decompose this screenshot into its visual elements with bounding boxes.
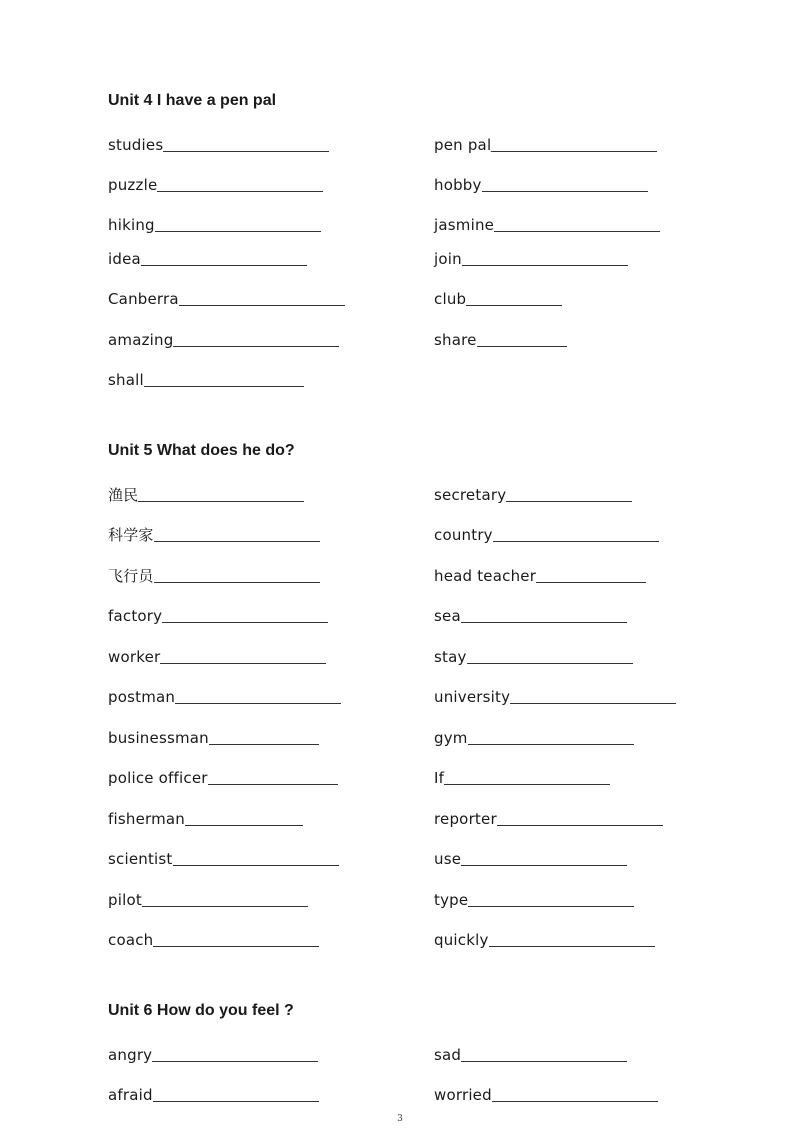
vocab-entry	[108, 248, 307, 268]
vocab-entry	[434, 134, 657, 154]
vocab-word: afraid	[108, 1086, 153, 1104]
vocab-word: studies	[108, 136, 164, 154]
vocab-row	[108, 484, 708, 508]
vocab-word: club	[434, 290, 467, 308]
answer-blank[interactable]	[208, 783, 338, 785]
vocab-word: reporter	[434, 810, 497, 828]
vocab-row	[108, 288, 708, 312]
vocab-word: worker	[108, 648, 161, 666]
vocab-word: stay	[434, 648, 467, 666]
vocab-row	[108, 889, 708, 913]
answer-blank[interactable]	[468, 743, 634, 745]
vocab-entry	[108, 1044, 318, 1064]
answer-blank[interactable]	[153, 945, 319, 947]
answer-blank[interactable]	[482, 190, 648, 192]
vocab-entry	[108, 214, 321, 234]
answer-blank[interactable]	[444, 783, 610, 785]
vocab-word: join	[434, 250, 462, 268]
vocab-entry	[108, 484, 304, 504]
answer-blank[interactable]	[494, 230, 660, 232]
vocab-entry	[108, 929, 319, 949]
vocab-entry	[434, 727, 634, 747]
vocab-row	[108, 329, 708, 353]
vocab-word: gym	[434, 729, 468, 747]
vocab-entry	[108, 808, 303, 828]
answer-blank[interactable]	[175, 702, 341, 704]
vocab-word: head teacher	[434, 567, 537, 585]
vocab-entry	[434, 686, 676, 706]
vocab-word: Canberra	[108, 290, 179, 308]
answer-blank[interactable]	[173, 345, 339, 347]
vocab-word: type	[434, 891, 469, 909]
answer-blank[interactable]	[492, 1100, 658, 1102]
vocab-word: hobby	[434, 176, 482, 194]
vocab-row	[108, 605, 708, 629]
vocab-word: factory	[108, 607, 163, 625]
answer-blank[interactable]	[157, 190, 323, 192]
answer-blank[interactable]	[138, 500, 304, 502]
vocab-row	[108, 369, 708, 393]
answer-blank[interactable]	[493, 540, 659, 542]
vocab-word: angry	[108, 1046, 153, 1064]
vocab-entry	[434, 848, 627, 868]
vocab-word: jasmine	[434, 216, 495, 234]
vocab-row	[108, 929, 708, 953]
vocab-entry	[434, 646, 633, 666]
vocab-word: scientist	[108, 850, 173, 868]
vocab-entry	[434, 1084, 658, 1104]
vocab-word: puzzle	[108, 176, 158, 194]
answer-blank[interactable]	[489, 945, 655, 947]
vocab-word: secretary	[434, 486, 507, 504]
answer-blank[interactable]	[144, 385, 304, 387]
vocab-entry	[434, 484, 632, 504]
answer-blank[interactable]	[141, 264, 307, 266]
answer-blank[interactable]	[466, 304, 562, 306]
vocab-entry	[434, 767, 610, 787]
vocab-word: 科学家	[108, 526, 154, 544]
answer-blank[interactable]	[155, 230, 321, 232]
vocab-entry	[108, 174, 323, 194]
vocab-entry	[108, 1084, 319, 1104]
vocab-row	[108, 808, 708, 832]
vocab-entry	[108, 565, 320, 585]
vocab-entry	[434, 288, 562, 308]
answer-blank[interactable]	[160, 662, 326, 664]
answer-blank[interactable]	[510, 702, 676, 704]
vocab-row	[108, 174, 708, 198]
vocab-entry	[108, 524, 320, 544]
vocab-row	[108, 248, 708, 272]
answer-blank[interactable]	[142, 905, 308, 907]
vocab-word: university	[434, 688, 511, 706]
vocab-entry	[108, 848, 339, 868]
answer-blank[interactable]	[179, 304, 345, 306]
answer-blank[interactable]	[173, 864, 339, 866]
answer-blank[interactable]	[153, 1100, 319, 1102]
vocab-entry	[108, 134, 329, 154]
vocab-entry	[108, 288, 345, 308]
vocab-row	[108, 565, 708, 589]
vocab-entry	[108, 767, 338, 787]
answer-blank[interactable]	[506, 500, 632, 502]
vocab-word: pilot	[108, 891, 142, 909]
section-title-unit-5: Unit 5 What does he do?	[108, 442, 295, 459]
vocab-word: coach	[108, 931, 154, 949]
vocab-entry	[108, 727, 319, 747]
answer-blank[interactable]	[154, 581, 320, 583]
vocab-row	[108, 1084, 708, 1108]
answer-blank[interactable]	[477, 345, 567, 347]
vocab-entry	[434, 1044, 627, 1064]
vocab-entry	[108, 646, 326, 666]
vocab-word: police officer	[108, 769, 208, 787]
section-title-unit-6: Unit 6 How do you feel ?	[108, 1002, 294, 1019]
vocab-row	[108, 646, 708, 670]
vocab-word: sea	[434, 607, 461, 625]
vocab-word: shall	[108, 371, 144, 389]
answer-blank[interactable]	[467, 662, 633, 664]
vocab-entry	[434, 929, 655, 949]
answer-blank[interactable]	[162, 621, 328, 623]
answer-blank[interactable]	[461, 621, 627, 623]
vocab-row	[108, 727, 708, 751]
vocab-entry	[108, 686, 341, 706]
vocab-row	[108, 524, 708, 548]
vocab-row	[108, 767, 708, 791]
vocab-entry	[434, 889, 634, 909]
vocab-word: sad	[434, 1046, 462, 1064]
vocab-word: country	[434, 526, 493, 544]
vocab-word: If	[434, 769, 445, 787]
vocab-word: amazing	[108, 331, 174, 349]
vocab-row	[108, 1044, 708, 1068]
answer-blank[interactable]	[497, 824, 663, 826]
answer-blank[interactable]	[154, 540, 320, 542]
vocab-word: idea	[108, 250, 141, 268]
vocab-word: worried	[434, 1086, 492, 1104]
vocab-entry	[434, 329, 567, 349]
answer-blank[interactable]	[461, 1060, 627, 1062]
vocab-word: 渔民	[108, 486, 139, 504]
vocab-row	[108, 686, 708, 710]
vocab-row	[108, 848, 708, 872]
vocab-entry	[434, 214, 660, 234]
vocab-entry	[108, 329, 339, 349]
vocab-row	[108, 214, 708, 238]
vocab-word: quickly	[434, 931, 489, 949]
vocab-row	[108, 134, 708, 158]
answer-blank[interactable]	[468, 905, 634, 907]
answer-blank[interactable]	[185, 824, 303, 826]
answer-blank[interactable]	[152, 1060, 318, 1062]
vocab-word: share	[434, 331, 477, 349]
vocab-word: hiking	[108, 216, 155, 234]
answer-blank[interactable]	[536, 581, 646, 583]
page-number: 3	[397, 1114, 403, 1124]
vocab-entry	[434, 808, 663, 828]
answer-blank[interactable]	[209, 743, 319, 745]
vocab-entry	[108, 369, 304, 389]
vocab-entry	[108, 605, 328, 625]
vocab-word: 飞行员	[108, 567, 154, 585]
vocab-entry	[434, 524, 659, 544]
vocab-word: businessman	[108, 729, 209, 747]
section-title-unit-4: Unit 4 I have a pen pal	[108, 92, 277, 109]
vocab-entry	[108, 889, 308, 909]
vocab-word: postman	[108, 688, 176, 706]
vocab-entry	[434, 605, 627, 625]
vocab-word: pen pal	[434, 136, 492, 154]
vocab-word: use	[434, 850, 462, 868]
vocab-entry	[434, 565, 646, 585]
vocab-entry	[434, 248, 628, 268]
vocab-word: fisherman	[108, 810, 186, 828]
vocab-entry	[434, 174, 648, 194]
answer-blank[interactable]	[163, 150, 329, 152]
answer-blank[interactable]	[461, 864, 627, 866]
answer-blank[interactable]	[491, 150, 657, 152]
answer-blank[interactable]	[462, 264, 628, 266]
